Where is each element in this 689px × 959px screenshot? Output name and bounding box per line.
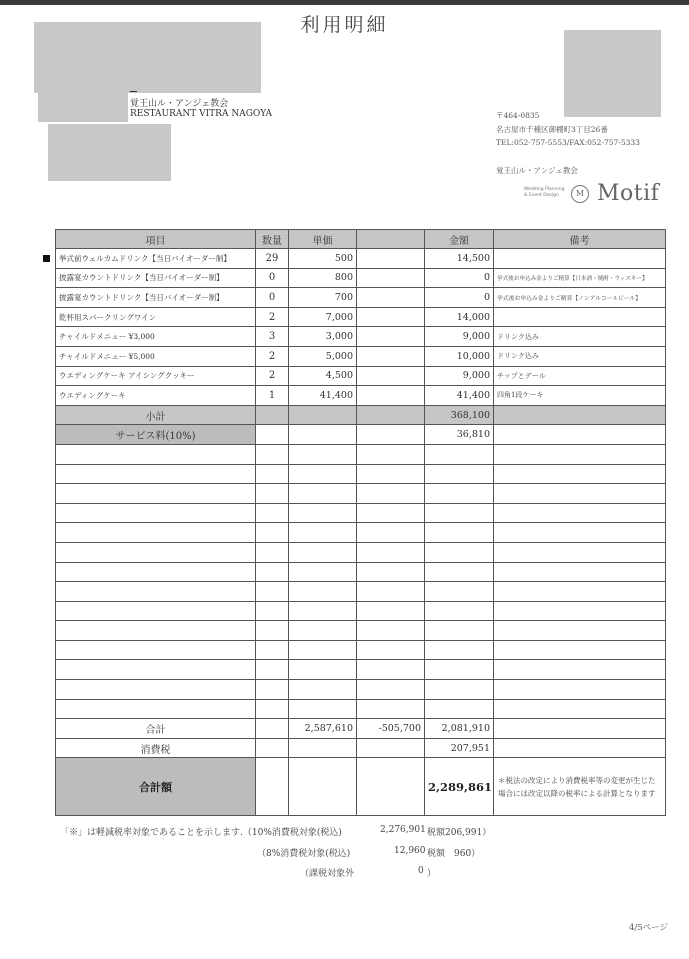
footer-line3-text: （課税対象外 (300, 869, 355, 879)
item-note (494, 249, 666, 269)
empty-row (56, 640, 666, 660)
header-blank (357, 230, 425, 249)
header-remarks: 備考 (494, 230, 666, 249)
item-name: チャイルドメニュー ¥5,000 (56, 346, 256, 366)
empty-row (56, 582, 666, 602)
grand-total-row (56, 758, 666, 816)
tax-amount: 207,951 (425, 738, 494, 758)
tax-label: 消費税 (56, 738, 256, 758)
item-amount: 41,400 (425, 386, 494, 406)
item-blank (357, 307, 425, 327)
item-qty: 1 (256, 386, 289, 406)
item-note: チップとデール (494, 366, 666, 386)
table-row (56, 249, 666, 269)
redacted-block-name (38, 89, 128, 122)
venue-dash (130, 91, 137, 92)
item-price: 500 (289, 249, 357, 269)
subtotal-row (56, 405, 666, 425)
item-amount: 14,000 (425, 307, 494, 327)
header-item: 項目 (56, 230, 256, 249)
item-name: チャイルドメニュー ¥3,000 (56, 327, 256, 347)
item-price: 5,000 (289, 346, 357, 366)
service-cell (494, 425, 666, 445)
service-amount: 36,810 (425, 425, 494, 445)
item-note: 挙式後お申込み金よりご精算【ノンアルコールビール】 (494, 288, 666, 308)
footer-line2-value: 12,960 (394, 846, 426, 856)
subtotal-cell (289, 405, 357, 425)
subtotal-cell (256, 405, 289, 425)
grand-cell (256, 758, 289, 816)
tax-row (56, 738, 666, 758)
top-border (0, 0, 689, 5)
empty-row (56, 464, 666, 484)
empty-row (56, 484, 666, 504)
item-name: 挙式前ウェルカムドリンク【当日バイオーダー制】 (56, 249, 256, 269)
item-qty: 0 (256, 288, 289, 308)
item-name: 披露宴カウントドリンク【当日バイオーダー制】 (56, 288, 256, 308)
empty-row (56, 503, 666, 523)
footer-line3-value: 0 (418, 866, 424, 876)
footer-line2-text: （8%消費税対象(税込) (257, 849, 351, 859)
item-amount: 9,000 (425, 366, 494, 386)
item-amount: 0 (425, 288, 494, 308)
tax-cell (289, 738, 357, 758)
tax-cell (256, 738, 289, 758)
item-qty: 2 (256, 307, 289, 327)
empty-row (56, 542, 666, 562)
subtotal-amount: 368,100 (425, 405, 494, 425)
empty-row (56, 699, 666, 719)
total-cell (494, 719, 666, 739)
total-sum-row (56, 719, 666, 739)
empty-row (56, 444, 666, 464)
subtotal-cell (494, 405, 666, 425)
tax-cell (494, 738, 666, 758)
total-amount: 2,081,910 (425, 719, 494, 739)
empty-row (56, 601, 666, 621)
item-qty: 29 (256, 249, 289, 269)
footer-line1-text: 「※」は軽減税率対象であることを示します.（10%消費税対象(税込) (60, 828, 342, 838)
brand-wordmark: Motif (597, 181, 660, 206)
subtotal-cell (357, 405, 425, 425)
empty-row (56, 562, 666, 582)
brand-monogram-icon: M (571, 185, 589, 203)
item-price: 700 (289, 288, 357, 308)
tax-cell (357, 738, 425, 758)
document-title: 利用明細 (300, 14, 389, 36)
item-note: ドリンク込み (494, 346, 666, 366)
subtotal-label: 小計 (56, 405, 256, 425)
total-adjust: -505,700 (357, 719, 425, 739)
item-blank (357, 288, 425, 308)
brand-tagline-line2: & Event Design (524, 193, 559, 198)
empty-row (56, 660, 666, 680)
item-amount: 10,000 (425, 346, 494, 366)
item-qty: 3 (256, 327, 289, 347)
item-price: 41,400 (289, 386, 357, 406)
table-row (56, 366, 666, 386)
item-amount: 14,500 (425, 249, 494, 269)
item-blank (357, 366, 425, 386)
total-price: 2,587,610 (289, 719, 357, 739)
brand-tagline-line1: Wedding Planning (524, 187, 565, 192)
grand-total-label: 合計額 (56, 758, 256, 816)
item-note: 挙式後お申込み金よりご精算【日本酒・焼酎・ウィスキー】 (494, 268, 666, 288)
table-row (56, 288, 666, 308)
total-label: 合計 (56, 719, 256, 739)
item-name: 披露宴カウントドリンク【当日バイオーダー制】 (56, 268, 256, 288)
tax-change-note: ＊税法の改定により消費税率等の変更が生じた場合には改定以降の税率による計算となります (494, 758, 666, 816)
footer-line1-tax: 税額206,991） (427, 828, 492, 838)
table-row (56, 307, 666, 327)
item-price: 800 (289, 268, 357, 288)
table-row (56, 268, 666, 288)
header-amount: 金額 (425, 230, 494, 249)
table-header-row (56, 230, 666, 249)
item-blank (357, 346, 425, 366)
venue-name-jp: 覚王山ル・アンジェ教会 (130, 99, 229, 109)
table-row (56, 386, 666, 406)
total-cell (256, 719, 289, 739)
header-unit-price: 単価 (289, 230, 357, 249)
table-row (56, 346, 666, 366)
footer-line2-tax: 税額 960） (427, 849, 481, 859)
footer-line3-close: ） (427, 869, 437, 879)
empty-row (56, 680, 666, 700)
grand-total-amount: 2,289,861 (425, 758, 494, 816)
service-cell (357, 425, 425, 445)
item-amount: 9,000 (425, 327, 494, 347)
item-qty: 0 (256, 268, 289, 288)
item-qty: 2 (256, 346, 289, 366)
item-price: 4,500 (289, 366, 357, 386)
item-note: ドリンク込み (494, 327, 666, 347)
item-blank (357, 386, 425, 406)
grand-cell (289, 758, 357, 816)
item-name: ウエディングケーキ (56, 386, 256, 406)
redacted-block-customer (34, 22, 261, 93)
redacted-block-date (48, 124, 171, 181)
service-label: サービス料(10%) (56, 425, 256, 445)
service-row (56, 425, 666, 445)
service-cell (256, 425, 289, 445)
item-price: 3,000 (289, 327, 357, 347)
empty-row (56, 523, 666, 543)
item-blank (357, 249, 425, 269)
item-name: 乾杯用スパークリングワイン (56, 307, 256, 327)
item-price: 7,000 (289, 307, 357, 327)
item-blank (357, 268, 425, 288)
row-marker-icon (43, 255, 50, 262)
grand-cell (357, 758, 425, 816)
billing-table (55, 229, 666, 816)
service-cell (289, 425, 357, 445)
venue-name-en: RESTAURANT VITRA NAGOYA (130, 109, 273, 119)
brand-tagline (524, 187, 564, 199)
item-qty: 2 (256, 366, 289, 386)
item-note: 四角1段ケーキ (494, 386, 666, 406)
table-row (56, 327, 666, 347)
footer-line1-value: 2,276,901 (380, 825, 426, 835)
item-note (494, 307, 666, 327)
address-street: 名古屋市千種区御棚町3丁目26番 (496, 125, 608, 134)
item-blank (357, 327, 425, 347)
empty-row (56, 621, 666, 641)
address-church: 覚王山ル・アンジェ教会 (496, 166, 578, 175)
address-postal: 〒464-0835 (496, 111, 540, 120)
header-qty: 数量 (256, 230, 289, 249)
page-indicator: 4/5ページ (629, 923, 669, 933)
address-tel-fax: TEL:052-757-5553/FAX:052-757-5333 (496, 138, 640, 147)
item-name: ウエディングケーキ アイシングクッキー (56, 366, 256, 386)
item-amount: 0 (425, 268, 494, 288)
redacted-block-stamp (564, 30, 661, 117)
